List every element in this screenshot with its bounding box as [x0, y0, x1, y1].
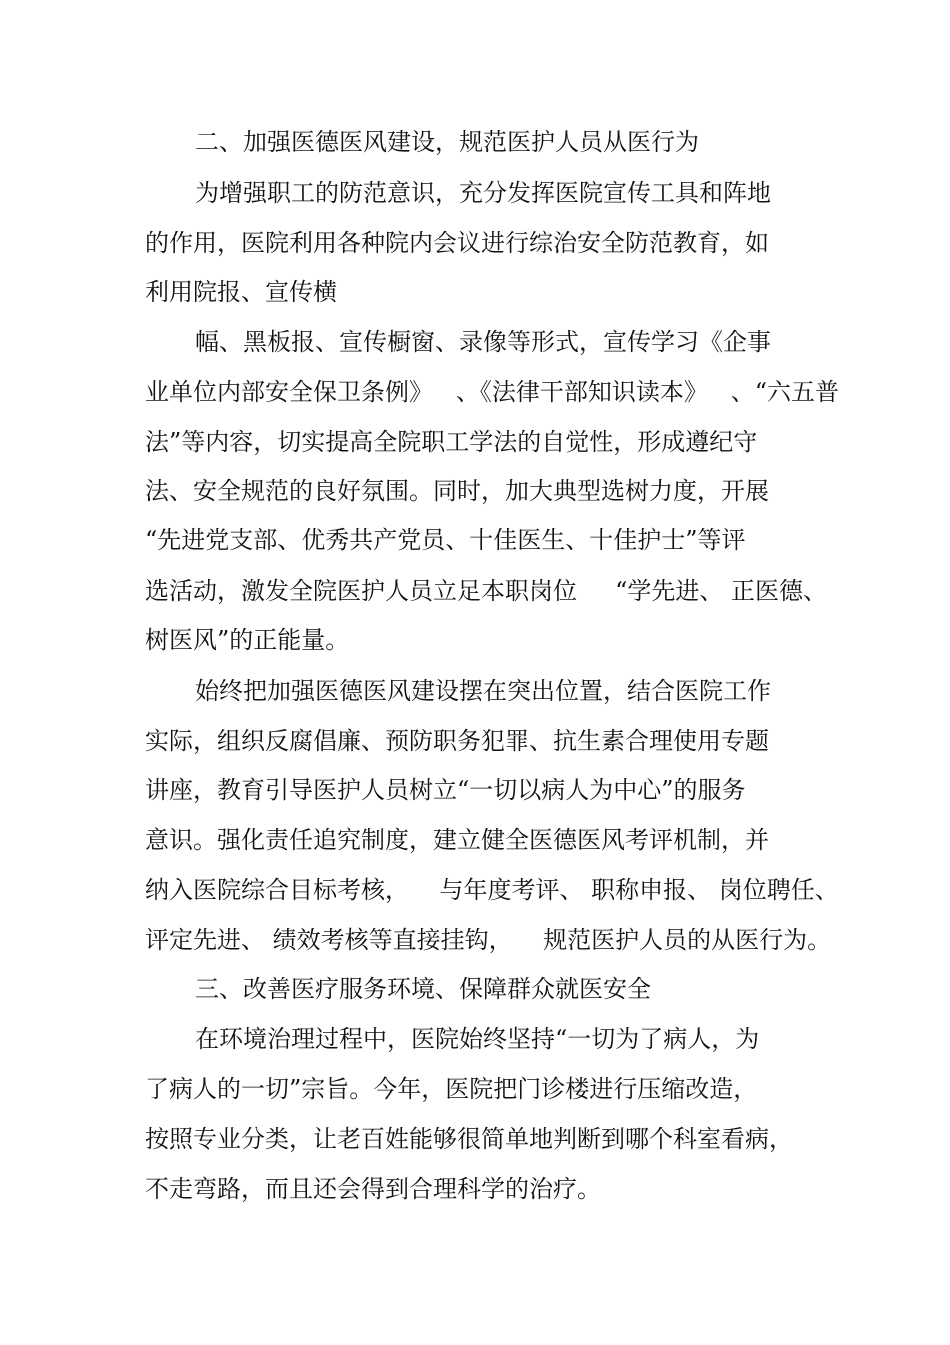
paragraph-line: 选活动，激发全院医护人员立足本职岗位 “学先进、 正医德、 — [145, 577, 828, 605]
paragraph-line: 法、安全规范的良好氛围。同时，加大典型选树力度，开展 — [145, 477, 769, 505]
paragraph-line: 不走弯路，而且还会得到合理科学的治疗。 — [145, 1175, 601, 1203]
paragraph-line: 在环境治理过程中，医院始终坚持“一切为了病人，为 — [195, 1025, 760, 1053]
paragraph-line: 树医风”的正能量。 — [145, 626, 350, 654]
paragraph-line: 幅、黑板报、宣传橱窗、录像等形式，宣传学习《企事 — [195, 328, 771, 356]
paragraph-line: “先进党支部、优秀共产党员、十佳医生、十佳护士”等评 — [145, 526, 746, 554]
paragraph-line: 始终把加强医德医风建设摆在突出位置，结合医院工作 — [195, 677, 771, 705]
paragraph-line: 讲座，教育引导医护人员树立“一切以病人为中心”的服务 — [145, 776, 746, 804]
paragraph-line: 的作用，医院利用各种院内会议进行综治安全防范教育，如 — [145, 229, 769, 257]
paragraph-line: 评定先进、 绩效考核等直接挂钩， 规范医护人员的从医行为。 — [145, 926, 832, 954]
paragraph-line: 为增强职工的防范意识，充分发挥医院宣传工具和阵地 — [195, 179, 771, 207]
paragraph-line: 意识。强化责任追究制度，建立健全医德医风考评机制，并 — [145, 826, 769, 854]
paragraph-line: 纳入医院综合目标考核， 与年度考评、 职称申报、 岗位聘任、 — [145, 876, 839, 904]
section-heading-2: 二、加强医德医风建设，规范医护人员从医行为 — [195, 128, 699, 156]
section-heading-3: 三、改善医疗服务环境、保障群众就医安全 — [195, 975, 651, 1003]
paragraph-line: 法”等内容，切实提高全院职工学法的自觉性，形成遵纪守 — [145, 428, 758, 456]
paragraph-line: 了病人的一切”宗旨。今年，医院把门诊楼进行压缩改造， — [145, 1075, 758, 1103]
paragraph-line: 实际，组织反腐倡廉、预防职务犯罪、抗生素合理使用专题 — [145, 727, 769, 755]
paragraph-line: 业单位内部安全保卫条例》 、《法律干部知识读本》 、“六五普 — [145, 378, 840, 406]
paragraph-line: 按照专业分类，让老百姓能够很简单地判断到哪个科室看病， — [145, 1125, 793, 1153]
paragraph-line: 利用院报、宣传横 — [145, 278, 337, 306]
